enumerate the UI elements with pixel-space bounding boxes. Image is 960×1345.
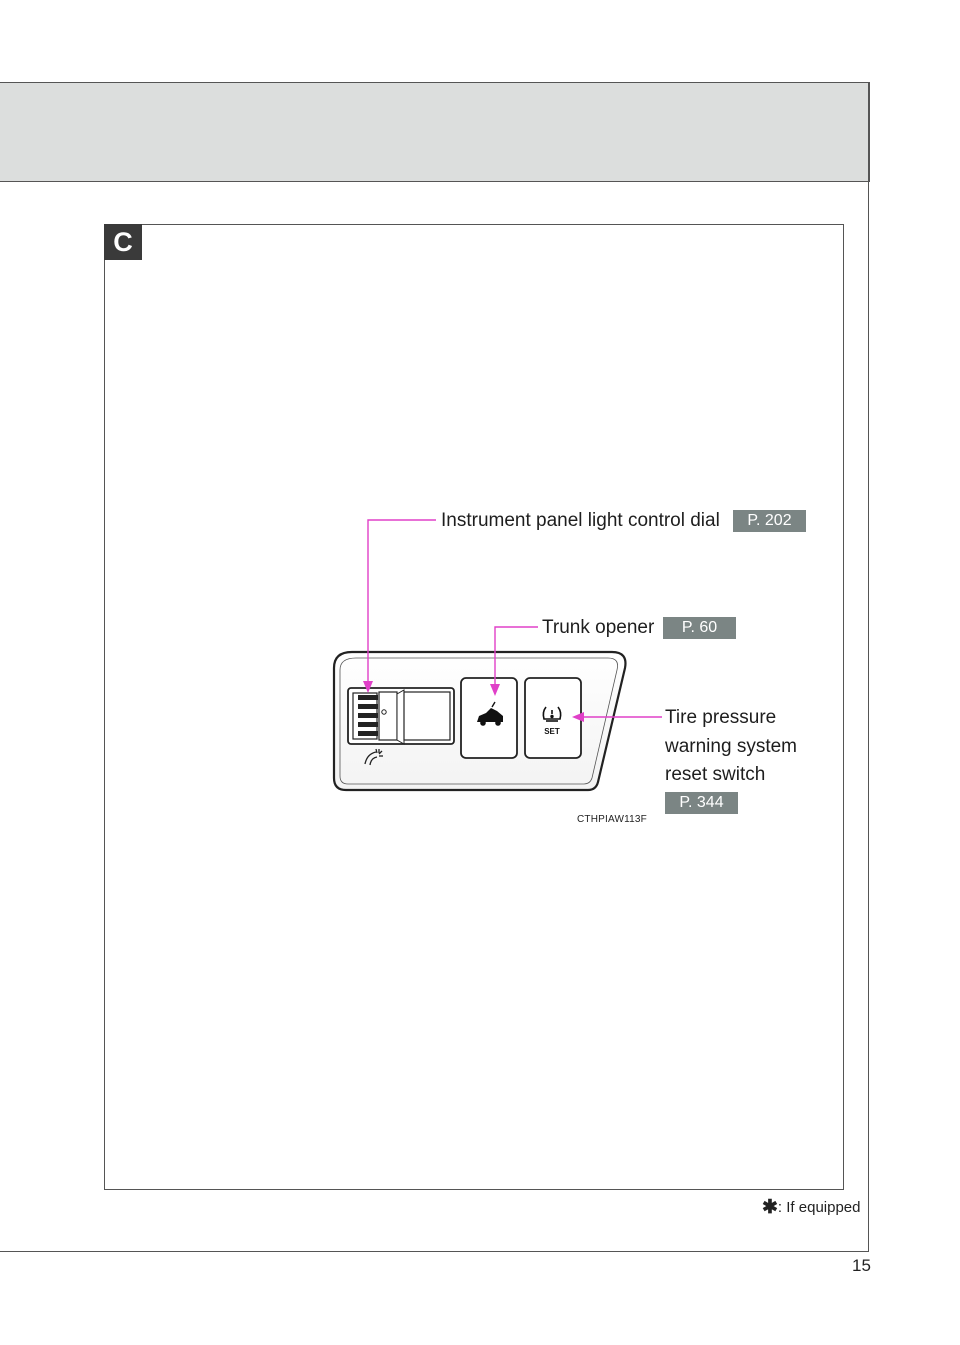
trunk-page-ref[interactable]: P. 60	[663, 617, 736, 639]
tire-page-ref[interactable]: P. 344	[665, 792, 738, 814]
footnote	[762, 1196, 861, 1219]
dial-callout-label: Instrument panel light control dial	[441, 510, 720, 531]
tire-callout-line3: reset switch	[665, 764, 766, 785]
tire-pressure-set-button[interactable]	[525, 678, 581, 758]
asterisk-icon: ✱	[762, 1197, 778, 1218]
set-label: SET	[544, 727, 560, 736]
page-number: 15	[852, 1256, 871, 1275]
section-tab: C	[104, 224, 142, 260]
trunk-opener-button[interactable]	[461, 678, 517, 758]
figure-code: CTHPIAW113F	[577, 814, 647, 825]
instrument-panel-dial[interactable]	[348, 688, 454, 744]
tire-callout-line1: Tire pressure	[665, 707, 777, 728]
tire-callout-line2: warning system	[665, 736, 797, 757]
dial-page-ref[interactable]: P. 202	[733, 510, 806, 532]
footnote-text: : If equipped	[777, 1199, 861, 1216]
trunk-callout-label: Trunk opener	[542, 617, 655, 638]
